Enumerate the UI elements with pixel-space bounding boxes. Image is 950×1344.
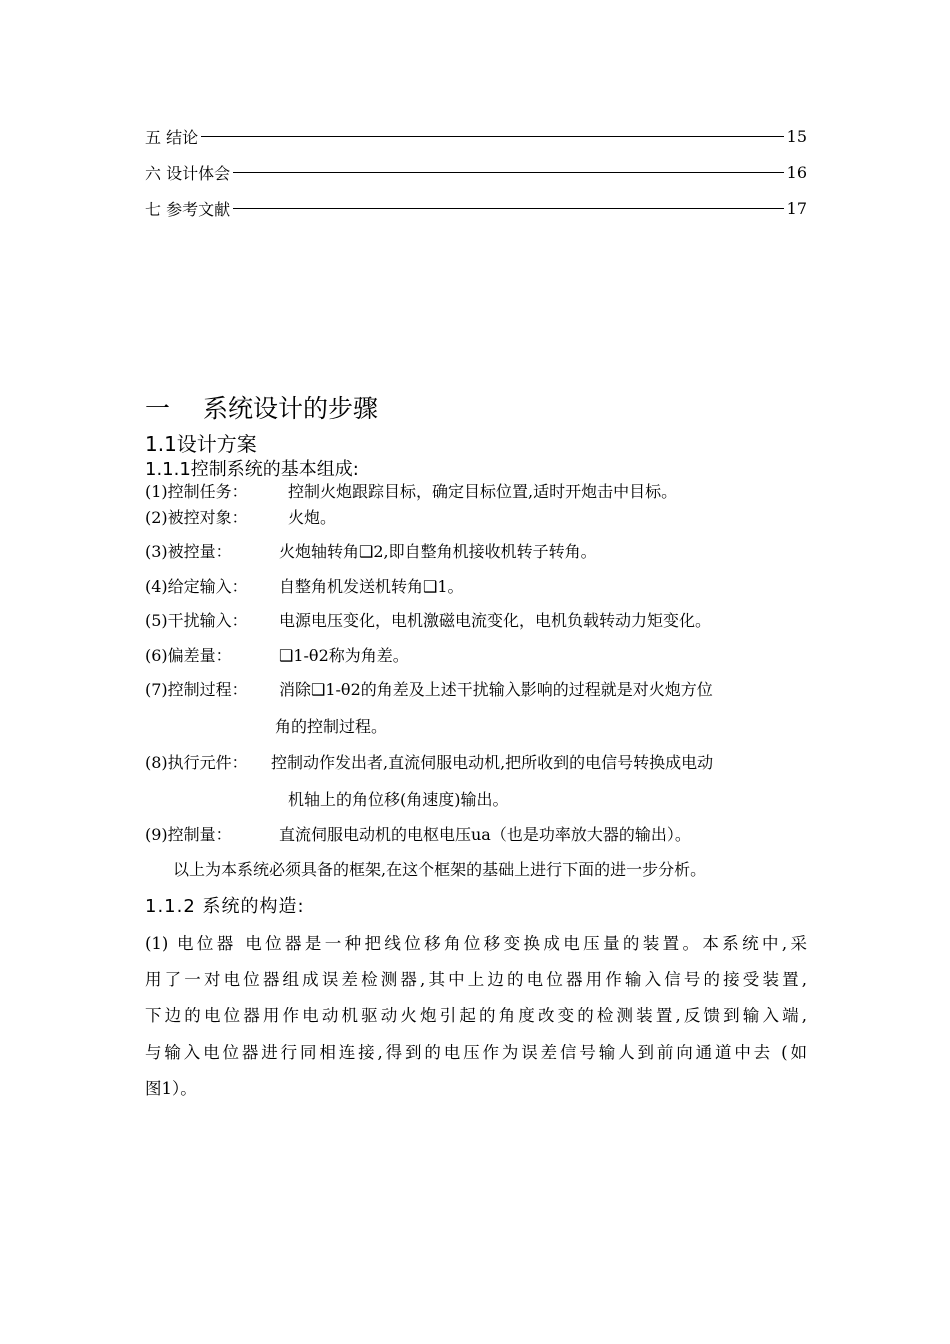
toc-title: 五 结论 [145,127,199,147]
component-text: 消除❑1-θ2的角差及上述干扰输入影响的过程就是对火炮方位 [279,680,713,699]
toc-leader [233,172,784,173]
component-item [145,678,807,702]
component-label: (2)被控对象： [145,508,248,527]
component-item [145,751,807,775]
component-text: 自整角机发送机转角❑1。 [279,577,464,596]
paragraph-line: (1) 电位器 电位器是一种把线位移角位移变换成电压量的装置。本系统中,采 [145,934,807,953]
toc-entry-references[interactable] [145,197,807,219]
component-label: (7)控制过程： [145,680,248,699]
paragraph-line: 与输入电位器进行同相连接,得到的电压作为误差信号输人到前向通道中去 (如 [145,1043,807,1062]
toc-page-number: 17 [786,198,807,218]
chapter-heading [145,389,378,425]
component-label: (4)给定输入： [145,577,248,596]
component-continuation [145,788,807,812]
component-item [145,609,807,633]
component-label: (1)控制任务： [145,482,248,501]
component-item [145,506,807,530]
component-text-continued: 机轴上的角位移(角速度)输出。 [288,790,509,809]
component-text: ❑1-θ2称为角差。 [279,646,409,665]
toc-leader [201,136,784,137]
paragraph-line-last: 图1）。 [145,1079,197,1098]
component-item [145,644,807,668]
component-label: (9)控制量： [145,825,232,844]
component-item [145,540,807,564]
section-heading-1-1: 1.1设计方案 [145,432,257,456]
component-text: 直流伺服电动机的电枢电压ua（也是功率放大器的输出）。 [279,825,691,844]
toc-page-number: 16 [786,162,807,182]
toc-leader [233,208,784,209]
component-label: (8)执行元件： [145,753,248,772]
component-label: (6)偏差量： [145,646,232,665]
component-text-continued: 角的控制过程。 [275,717,388,736]
component-text: 控制动作发出者,直流伺服电动机,把所收到的电信号转换成电动 [271,753,714,772]
component-label: (3)被控量： [145,542,232,561]
component-item [145,823,807,847]
toc-title: 六 设计体会 [145,163,231,183]
paragraph-line: 下边的电位器用作电动机驱动火炮引起的角度改变的检测装置,反馈到输入端, [145,1006,807,1025]
summary-paragraph: 以上为本系统必须具备的框架,在这个框架的基础上进行下面的进一步分析。 [173,860,707,879]
paragraph-line: 用了一对电位器组成误差检测器,其中上边的电位器用作输入信号的接受装置, [145,970,807,989]
toc-entry-experience[interactable] [145,161,807,183]
component-item [145,480,807,504]
section-heading-1-1-2: 1.1.2 系统的构造: [145,896,305,917]
chapter-number: 一 [145,394,171,423]
component-text: 火炮轴转角❑2,即自整角机接收机转子转角。 [279,542,597,561]
toc-page-number: 15 [786,126,807,146]
toc-entry-conclusion[interactable] [145,125,807,147]
component-item [145,575,807,599]
component-text: 电源电压变化，电机激磁电流变化，电机负载转动力矩变化。 [279,611,712,630]
toc-title: 七 参考文献 [145,199,231,219]
component-text: 控制火炮跟踪目标，确定目标位置,适时开炮击中目标。 [288,482,678,501]
section-heading-1-1-1: 1.1.1控制系统的基本组成: [145,459,359,480]
component-continuation [145,715,807,739]
chapter-title: 系统设计的步骤 [203,394,379,423]
component-text: 火炮。 [288,508,337,527]
component-label: (5)干扰输入： [145,611,248,630]
